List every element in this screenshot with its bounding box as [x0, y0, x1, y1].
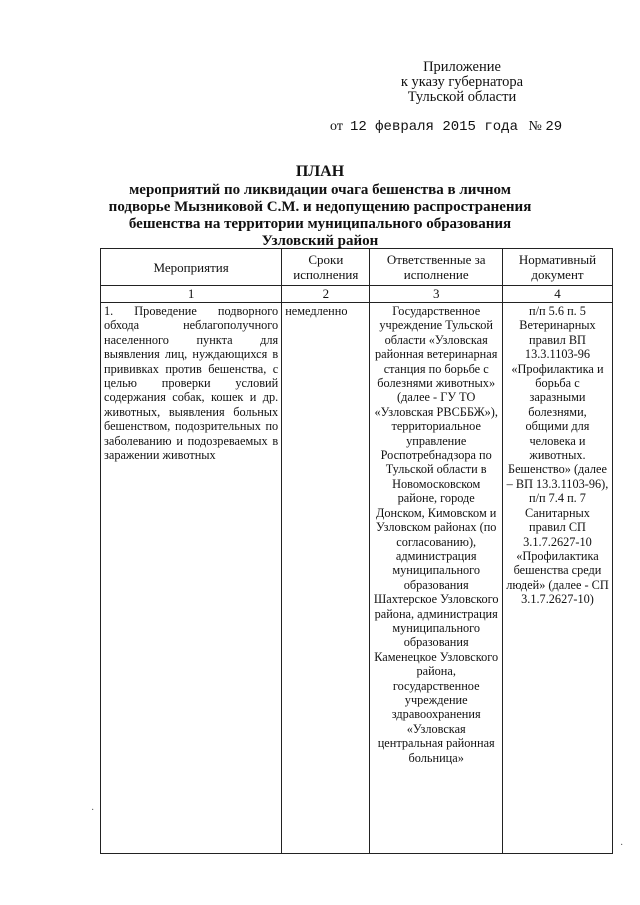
responsible-cell: Государственное учреждение Тульской области «Узловская районная ветеринарная станция по борьбе с болезнями животных» (далее - ГУ ТО «Узловская РВСББЖ»), территориальное управление Роспотребнадзора по Тульской области в Новомосковском районе, городе Донском, Кимовском и Узловском районах (по согласованию), администрация муниципального образования Шахтерское Узловского района, администрация муниципального образования Каменецкое Узловского района, государственное учреждение здравоохранения «Узловская центральная районная больница» — [370, 303, 503, 854]
table-number-row — [101, 286, 613, 303]
order-reference — [330, 119, 562, 135]
header-measures: Мероприятия — [101, 249, 282, 286]
order-number: 29 — [545, 119, 563, 135]
appendix-line-3: Тульской области — [407, 89, 517, 105]
header-document: Нормативный документ — [502, 249, 612, 286]
appendix-line-1: Приложение — [423, 59, 501, 75]
number-label: № — [528, 119, 542, 134]
appendix-line-2: к указу губернатора — [400, 74, 524, 90]
table-row — [101, 303, 613, 854]
order-date: 12 февраля 2015 года — [349, 119, 518, 135]
document-title — [100, 163, 540, 250]
deadline-cell: немедленно — [282, 303, 370, 854]
title-heading: ПЛАН — [295, 163, 345, 180]
margin-mark: · — [620, 840, 624, 851]
header-responsible: Ответственные за исполнение — [370, 249, 503, 286]
plan-table — [100, 248, 613, 854]
column-number: 3 — [370, 286, 503, 303]
table-header-row — [101, 249, 613, 286]
header-deadlines: Сроки исполнения — [282, 249, 370, 286]
column-number: 1 — [101, 286, 282, 303]
title-subtitle: мероприятий по ликвидации очага бешенства в личном подворье Мызниковой С.М. и недопущению распространения бешенства на территории муниципального образования Узловский район — [108, 182, 532, 249]
margin-mark: · — [91, 805, 95, 816]
measure-cell: 1. Проведение подворного обхода неблагополучного населенного пункта для выявления лиц, нуждающихся в прививках против бешенства, с целью проверки условий содержания собак, кошек и др. животных, выявления больных бешенством, подозрительных по заболеванию и подозреваемых в заражении животных — [101, 303, 282, 854]
column-number: 2 — [282, 286, 370, 303]
appendix-block — [392, 60, 532, 105]
document-cell: п/п 5.6 п. 5 Ветеринарных правил ВП 13.3.1103-96 «Профилактика и борьба с заразными болезнями, общими для человека и животных. Бешенство» (далее – ВП 13.3.1103-96), п/п 7.4 п. 7 Санитарных правил СП 3.1.7.2627-10 «Профилактика бешенства среди людей» (далее - СП 3.1.7.2627-10) — [502, 303, 612, 854]
from-label: от — [330, 119, 343, 134]
column-number: 4 — [502, 286, 612, 303]
